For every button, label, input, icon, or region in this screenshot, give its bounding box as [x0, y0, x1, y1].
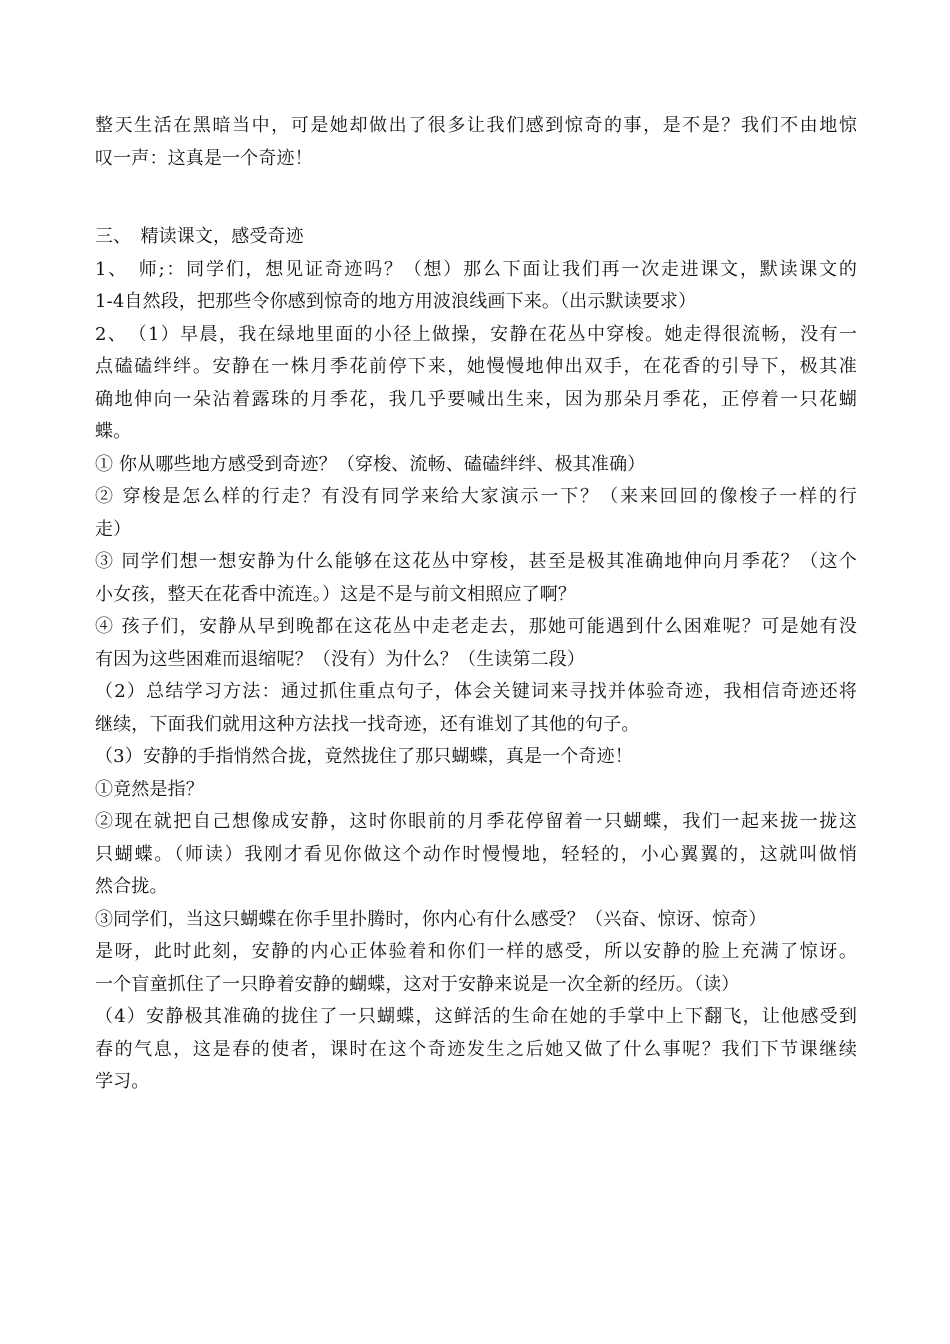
point-3-question-2 [95, 806, 857, 904]
text-line: 2、 （1）早晨，我在绿地里面的小径上做操，安静在花丛中穿梭。她走得很流畅，没有一 [95, 323, 857, 345]
text-line: 是呀，此时此刻，安静的内心正体验着和你们一样的感受，所以安静的脸上充满了惊讶。 [95, 941, 857, 962]
point-2 [95, 676, 857, 741]
text-line: 整天生活在黑暗当中，可是她却做出了很多让我们感到惊奇的事，是不是？我们不由地惊 [95, 115, 857, 136]
text-line: 走） [95, 518, 132, 540]
text-line: 有因为这些困难而退缩呢？（没有）为什么？（生读第二段） [95, 648, 586, 670]
text-line: ① 你从哪些地方感受到奇迹？（穿梭、流畅、磕磕绊绊、极其准确） [95, 453, 646, 475]
text-line: 1、 师;：同学们，想见证奇迹吗？（想）那么下面让我们再一次走进课文，默读课文的 [95, 258, 857, 280]
text-line: （4）安静极其准确的拢住了一只蝴蝶，这鲜活的生命在她的手掌中上下翻飞，让他感受到 [95, 1006, 857, 1027]
point-3-question-1 [95, 774, 857, 807]
section-heading: 三、 精读课文，感受奇迹 [95, 226, 304, 247]
point-3-answer [95, 936, 857, 1001]
question-4 [95, 611, 857, 676]
text-line: 只蝴蝶。（师读）我刚才看见你做这个动作时慢慢地，轻轻的，小心翼翼的，这就叫做悄 [95, 843, 857, 865]
text-line: （2）总结学习方法：通过抓住重点句子，体会关键词来寻找并体验奇迹，我相信奇迹还将 [95, 681, 857, 702]
document-page [95, 110, 857, 1099]
point-4 [95, 1001, 857, 1099]
text-line: 继续，下面我们就用这种方法找一找奇迹，还有谁划了其他的句子。 [95, 713, 640, 735]
item-1 [95, 254, 857, 319]
text-line: ③同学们，当这只蝴蝶在你手里扑腾时，你内心有什么感受？（兴奋、惊讶、惊奇） [95, 908, 767, 930]
text-line: （3）安静的手指悄然合拢，竟然拢住了那只蝴蝶，真是一个奇迹！ [95, 746, 633, 767]
text-line: 确地伸向一朵沾着露珠的月季花，我几乎要喊出生来，因为那朵月季花，正停着一只花蝴 [95, 388, 857, 410]
question-2 [95, 481, 857, 546]
text-line: 春的气息，这是春的使者，课时在这个奇迹发生之后她又做了什么事呢？我们下节课继续 [95, 1038, 857, 1060]
point-3-question-3 [95, 904, 857, 937]
intro-paragraph [95, 110, 857, 175]
text-line: 一个盲童抓住了一只睁着安静的蝴蝶，这对于安静来说是一次全新的经历。（读） [95, 973, 740, 995]
text-line: 蝶。 [95, 421, 132, 442]
point-3 [95, 741, 857, 774]
text-line: ④ 孩子们，安静从早到晚都在这花丛中走老走去，那她可能遇到什么困难呢？可是她有没 [95, 616, 857, 637]
text-line: 点磕磕绊绊。安静在一株月季花前停下来，她慢慢地伸出双手，在花香的引导下，极其准 [95, 356, 857, 377]
question-1 [95, 449, 857, 482]
text-line: 1-4自然段，把那些令你感到惊奇的地方用波浪线画下来。（出示默读要求） [95, 291, 697, 312]
item-2 [95, 319, 857, 449]
text-line: ①竟然是指？ [95, 778, 204, 800]
text-line: ② 穿梭是怎么样的行走？有没有同学来给大家演示一下？（来来回回的像梭子一样的行 [95, 486, 857, 507]
text-line: 小女孩，整天在花香中流连。）这是不是与前文相照应了啊？ [95, 583, 577, 605]
text-line: ③ 同学们想一想安静为什么能够在这花丛中穿梭，甚至是极其准确地伸向月季花？（这个 [95, 551, 857, 572]
text-line: ②现在就把自己想像成安静，这时你眼前的月季花停留着一只蝴蝶，我们一起来拢一拢这 [95, 811, 857, 832]
text-line: 然合拢。 [95, 876, 168, 897]
text-line: 叹一声：这真是一个奇迹！ [95, 147, 313, 169]
text-line: 学习。 [95, 1071, 150, 1092]
paragraph-gap [95, 175, 857, 221]
question-3 [95, 546, 857, 611]
